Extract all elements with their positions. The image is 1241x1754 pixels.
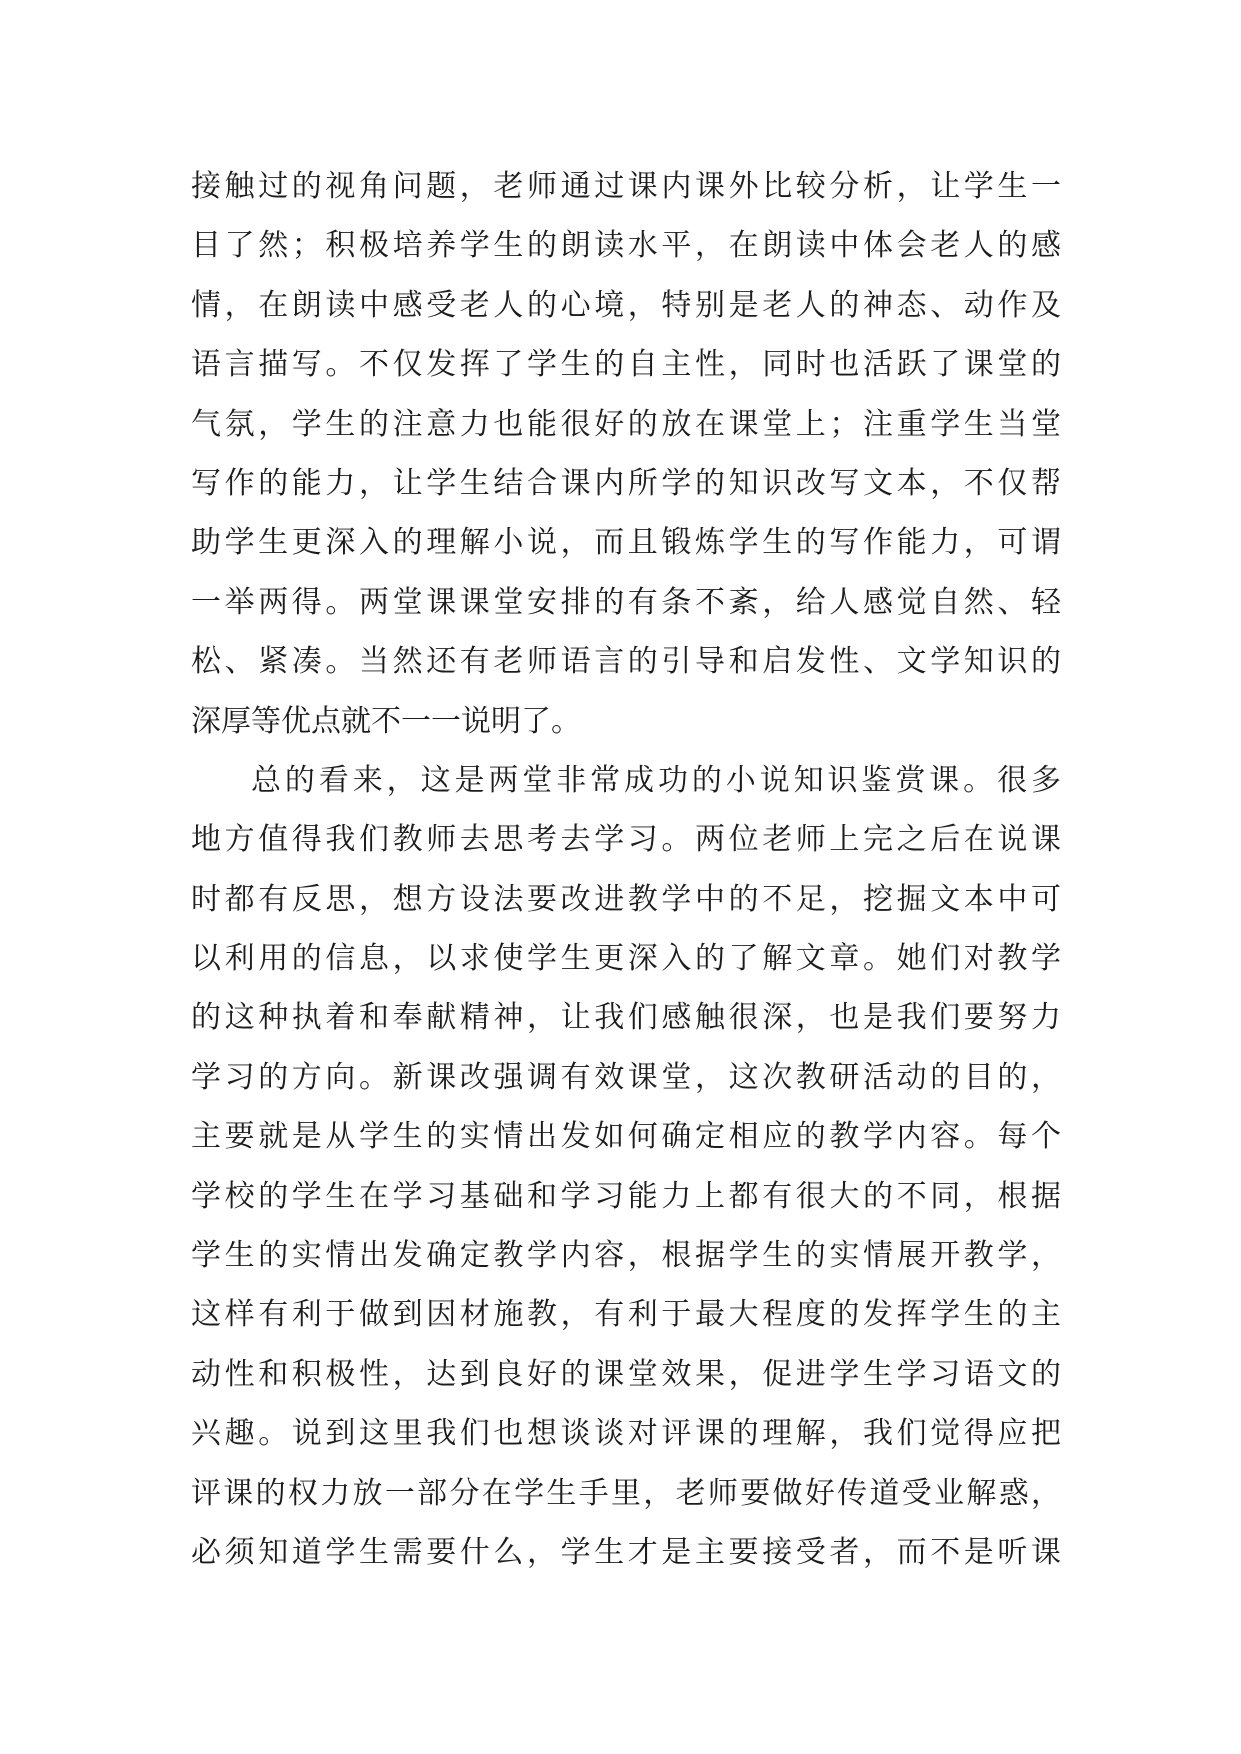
text-line: 兴趣。说到这里我们也想谈谈对评课的理解，我们觉得应把 bbox=[191, 1416, 1061, 1452]
document-body bbox=[191, 157, 1061, 1582]
text-line: 这样有利于做到因材施教，有利于最大程度的发挥学生的主 bbox=[191, 1297, 1061, 1333]
text-line: 的这种执着和奉献精神，让我们感触很深，也是我们要努力 bbox=[191, 1000, 1061, 1036]
text-line: 必须知道学生需要什么，学生才是主要接受者，而不是听课 bbox=[191, 1534, 1061, 1570]
text-line: 一举两得。两堂课课堂安排的有条不紊，给人感觉自然、轻 bbox=[191, 584, 1061, 620]
text-line: 学生的实情出发确定教学内容，根据学生的实情展开教学， bbox=[191, 1238, 1061, 1274]
text-line: 松、紧凑。当然还有老师语言的引导和启发性、文学知识的 bbox=[191, 644, 1061, 680]
text-line: 动性和积极性，达到良好的课堂效果，促进学生学习语文的 bbox=[191, 1356, 1061, 1392]
text-line: 语言描写。不仅发挥了学生的自主性，同时也活跃了课堂的 bbox=[191, 347, 1061, 383]
text-line: 情，在朗读中感受老人的心境，特别是老人的神态、动作及 bbox=[191, 287, 1061, 323]
text-line: 助学生更深入的理解小说，而且锻炼学生的写作能力，可谓 bbox=[191, 525, 1061, 561]
text-line: 目了然；积极培养学生的朗读水平，在朗读中体会老人的感 bbox=[191, 228, 1061, 264]
text-line: 以利用的信息，以求使学生更深入的了解文章。她们对教学 bbox=[191, 941, 1061, 977]
text-line: 接触过的视角问题，老师通过课内课外比较分析，让学生一 bbox=[191, 169, 1061, 204]
text-line: 深厚等优点就不一一说明了。 bbox=[191, 703, 581, 739]
paragraph-first-line: 总的看来，这是两堂非常成功的小说知识鉴赏课。很多 bbox=[251, 762, 1061, 798]
text-line: 主要就是从学生的实情出发如何确定相应的教学内容。每个 bbox=[191, 1119, 1061, 1155]
text-line: 学习的方向。新课改强调有效课堂，这次教研活动的目的， bbox=[191, 1059, 1061, 1095]
text-line: 评课的权力放一部分在学生手里，老师要做好传道受业解惑， bbox=[191, 1475, 1061, 1511]
text-line: 学校的学生在学习基础和学习能力上都有很大的不同，根据 bbox=[191, 1178, 1061, 1214]
text-line: 时都有反思，想方设法要改进教学中的不足，挖掘文本中可 bbox=[191, 881, 1061, 917]
text-line: 气氛，学生的注意力也能很好的放在课堂上；注重学生当堂 bbox=[191, 406, 1061, 442]
text-line: 写作的能力，让学生结合课内所学的知识改写文本，不仅帮 bbox=[191, 465, 1061, 501]
text-line: 地方值得我们教师去思考去学习。两位老师上完之后在说课 bbox=[191, 822, 1061, 858]
